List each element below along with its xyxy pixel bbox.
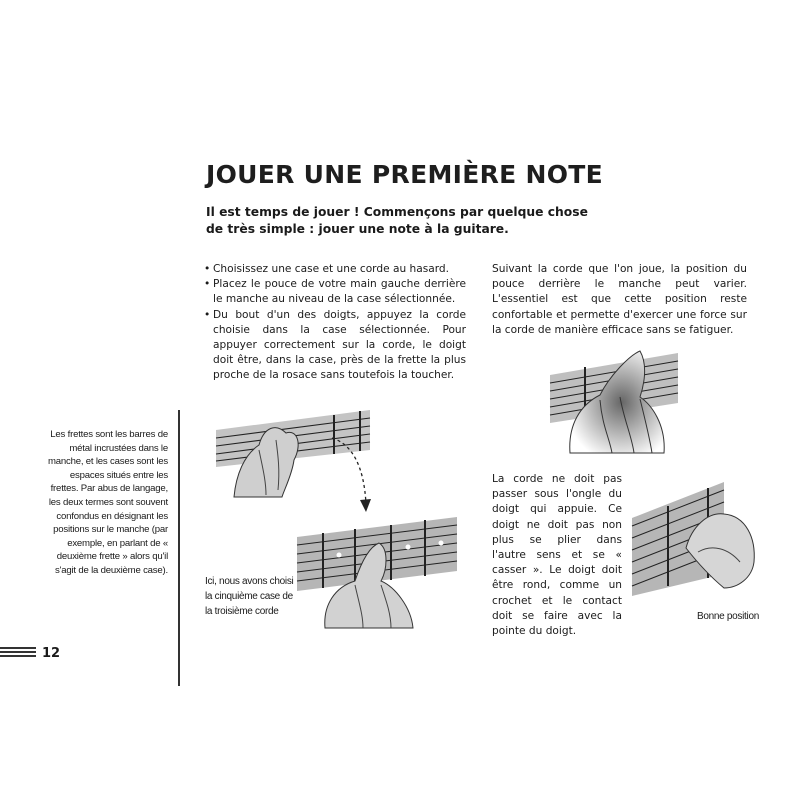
intro-paragraph: Il est temps de jouer ! Commençons par quelque chose de très simple : jouer une note à la guitare. — [206, 205, 588, 236]
page-title: JOUER UNE PREMIÈRE NOTE — [206, 160, 604, 189]
sidebar-note: Les frettes sont les barres de métal incrustées dans le manche, et les cases sont les espaces situés entre les frettes. Par abus de langage, les deux termes sont souvent confondus en désignant les positions sur le manche (par exemple, en parlant de « deuxième frette » alors qu'il s'agit de la deuxième case). — [47, 429, 168, 576]
sidebar-divider — [178, 410, 180, 686]
instructions-list — [204, 262, 466, 384]
good-position-illustration — [628, 478, 758, 598]
list-item: • Choisissez une case et une corde au hasard. — [204, 262, 466, 277]
fifth-fret-caption: Ici, nous avons choisi la cinquième case de la troisième corde — [205, 576, 294, 617]
page-number: 12 — [42, 646, 61, 661]
finger-shape-paragraph: La corde ne doit pas passer sous l'ongle du doigt qui appuie. Ce doigt ne doit pas non plus se plier dans l'autre sens et se « casser ». Le doigt doit être rond, comme un crochet et le contact doit se faire avec la pointe du doigt. — [492, 473, 622, 638]
thumb-position-illustration — [540, 345, 680, 455]
list-item: • Placez le pouce de votre main gauche derrière le manche au niveau de la case sélectionnée. — [204, 277, 466, 307]
fifth-fret-illustration — [295, 515, 460, 630]
good-position-caption: Bonne position — [697, 611, 759, 622]
page-number-bars — [0, 647, 36, 659]
thumb-position-paragraph: Suivant la corde que l'on joue, la position du pouce derrière le manche peut varier. L'essentiel est que cette position reste confortable et permette d'exercer une force sur la corde de manière efficace sans se fatiguer. — [492, 263, 747, 336]
movement-arrow-icon — [330, 436, 380, 516]
list-item: • Du bout d'un des doigts, appuyez la corde choisie dans la case sélectionnée. Pour appuyer correctement sur la corde, le doigt doit être, dans la case, près de la frette la plus proche de la rosace sans toutefois la toucher. — [204, 308, 466, 384]
